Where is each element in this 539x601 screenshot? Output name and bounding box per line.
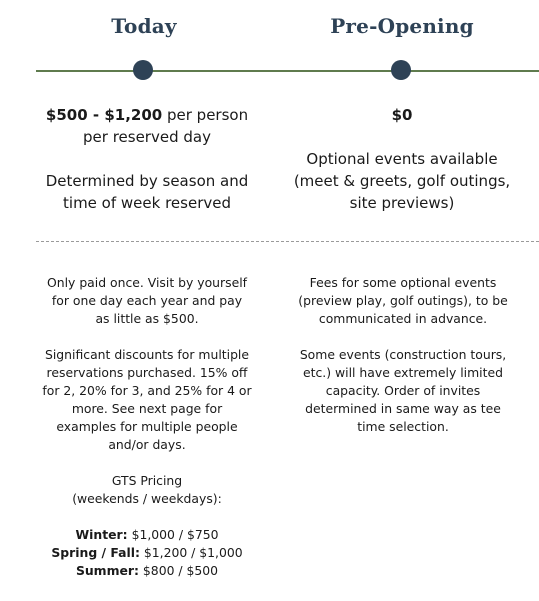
today-notes [22,274,272,580]
heading-pre-opening: Pre-Opening [330,14,474,38]
today-note-p2-line2: reservations purchased. 15% off [46,365,248,380]
season-value-spring-fall: $1,200 / $1,000 [139,545,243,560]
today-pricing-summary [18,104,276,214]
pre-opening-pricing-summary [277,104,527,214]
today-note-p2-line5: examples for multiple people [56,419,238,434]
today-detail-line1: Determined by season and [45,172,249,190]
gts-pricing-subtitle: (weekends / weekdays): [72,491,222,506]
today-note-p2-line1: Significant discounts for multiple [44,347,250,362]
season-row-spring-fall [22,544,272,562]
today-note-p1-line2: for one day each year and pay [51,293,243,308]
pre-opening-note-p1-line1: Fees for some optional events [309,275,497,290]
pre-opening-note-p2-line3: capacity. Order of invites [325,383,481,398]
season-label-summer: Summer: [75,563,139,578]
pre-opening-detail-line1: Optional events available [306,150,498,168]
today-note-p2-line4: more. See next page for [71,401,223,416]
gts-pricing-title: GTS Pricing [111,473,183,488]
today-detail-line2: time of week reserved [63,194,231,212]
pre-opening-detail-line3: site previews) [349,194,455,212]
today-price-unit: per person [162,106,249,124]
today-note-p2-line6: and/or days. [108,437,186,452]
pre-opening-note-p2-line1: Some events (construction tours, [299,347,507,362]
today-note-p2-line3: for 2, 20% for 3, and 25% for 4 or [42,383,252,398]
season-label-winter: Winter: [75,527,128,542]
pre-opening-note-p1-line3: communicated in advance. [318,311,488,326]
today-price-line2: per reserved day [83,128,211,146]
season-row-winter [22,526,272,544]
today-price-range: $500 - $1,200 [45,106,163,124]
heading-today: Today [111,14,177,38]
pre-opening-note-p2-line2: etc.) will have extremely limited [303,365,503,380]
timeline-dot-pre-opening [391,60,411,80]
pre-opening-note-p2-line4: determined in same way as tee [305,401,501,416]
today-price-line [18,104,276,126]
season-value-winter: $1,000 / $750 [127,527,219,542]
season-label-spring-fall: Spring / Fall: [51,545,140,560]
season-value-summer: $800 / $500 [138,563,219,578]
season-row-summer [22,562,272,580]
timeline-dot-today [133,60,153,80]
pre-opening-note-p1-line2: (preview play, golf outings), to be [298,293,508,308]
pre-opening-note-p2-line5: time selection. [357,419,449,434]
today-note-p1-line3: as little as $500. [95,311,199,326]
timeline-line [36,70,539,72]
section-divider [36,241,539,242]
pre-opening-notes [278,274,528,436]
pre-opening-detail-line2: (meet & greets, golf outings, [293,172,511,190]
pre-opening-price: $0 [391,106,413,124]
today-note-p1-line1: Only paid once. Visit by yourself [47,275,247,290]
